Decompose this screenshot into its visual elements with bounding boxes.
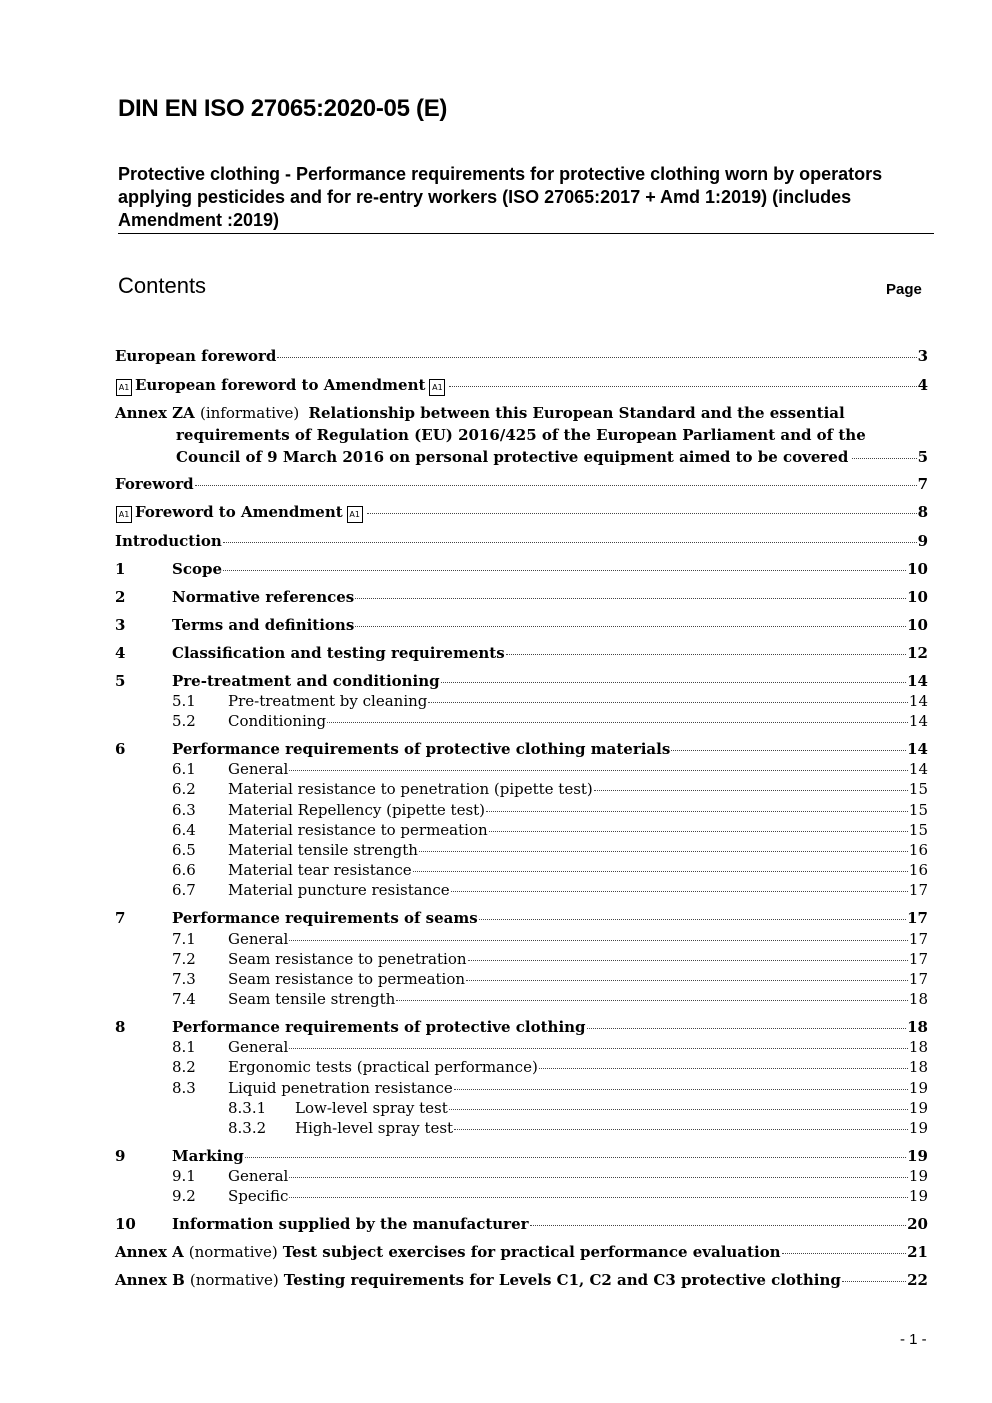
toc-entry-page: 18 [908,1058,928,1076]
dot-leader [428,702,908,703]
document-title: DIN EN ISO 27065:2020-05 (E) [118,95,448,122]
toc-entry-title: Performance requirements of seams [172,909,478,927]
toc-entry-page: 17 [908,881,928,899]
dot-leader [289,770,908,771]
toc-entry-number: 7.1 [172,930,196,948]
toc-entry-title: Test subject exercises for practical performance evaluation [282,1243,781,1261]
toc-entry-section-9-1[interactable] [115,1166,928,1186]
page-column-label: Page [886,281,922,298]
toc-entry-title: Low-level spray test [295,1099,448,1117]
toc-entry-number: 8.1 [172,1038,196,1056]
toc-entry-section-7-4[interactable] [115,989,928,1009]
toc-entry-page: 15 [908,821,928,839]
toc-entry-title: General [228,1038,289,1056]
toc-entry-page: 19 [908,1079,928,1097]
dot-leader [842,1281,906,1282]
toc-entry-number: 7.2 [172,950,196,968]
toc-entry-number: 9 [115,1147,126,1165]
toc-entry-page: 18 [908,990,928,1008]
toc-entry-number: 6.1 [172,760,196,778]
toc-entry-page: 21 [907,1243,928,1261]
toc-entry-section-6[interactable] [115,739,928,759]
annex-label: Annex A [115,1243,184,1261]
toc-entry-number: 8.3 [172,1079,196,1097]
amendment-end-marker-icon: A1 [429,379,445,396]
toc-entry-title: Material tensile strength [228,841,418,859]
toc-entry-number: 2 [115,588,126,606]
toc-entry-foreword-amendment[interactable] [115,502,928,523]
amendment-start-marker-icon: A1 [116,379,132,396]
dot-leader [454,1089,908,1090]
toc-entry-section-8-2[interactable] [115,1057,928,1077]
toc-entry-title: Seam resistance to penetration [228,950,467,968]
annex-title-line-1: Relationship between this European Standard and the essential [308,404,845,422]
toc-entry-page: 8 [917,503,928,521]
toc-entry-number: 5.1 [172,692,196,710]
toc-entry-number: 6.5 [172,841,196,859]
toc-entry-page: 3 [917,347,928,365]
dot-leader [367,513,917,514]
toc-entry-section-9-2[interactable] [115,1186,928,1206]
toc-entry-title: Terms and definitions [172,616,355,634]
annex-label: Annex B [115,1271,185,1289]
dot-leader [486,811,908,812]
dot-leader [289,1048,908,1049]
toc-entry-page: 17 [907,909,928,927]
dot-leader [413,871,908,872]
toc-entry-number: 7.4 [172,990,196,1008]
toc-entry-number: 9.1 [172,1167,196,1185]
toc-entry-page: 18 [907,1018,928,1036]
toc-entry-section-5[interactable] [115,671,928,691]
dot-leader [468,960,908,961]
toc-entry-section-6-2[interactable] [115,779,928,799]
toc-entry-page: 14 [908,692,928,710]
dot-leader [671,750,906,751]
toc-entry-number: 8.3.2 [228,1119,267,1137]
document-subtitle: Protective clothing - Performance requirements for protective clothing worn by operators applying pesticides and for re-entry workers (ISO 27065:2017 + Amd 1:2019) (includes Amendment :2019) [118,164,883,230]
annex-type: (normative) [188,1243,278,1261]
toc-entry-title: Ergonomic tests (practical performance) [228,1058,538,1076]
toc-entry-title: Pre-treatment by cleaning [228,692,428,710]
dot-leader [782,1253,907,1254]
toc-entry-page: 12 [907,644,928,662]
toc-entry-page: 10 [907,560,928,578]
toc-entry-title: Material resistance to permeation [228,821,488,839]
dot-leader [289,940,908,941]
toc-entry-title: Pre-treatment and conditioning [172,672,440,690]
toc-entry-number: 9.2 [172,1187,196,1205]
toc-entry-european-foreword-amendment[interactable] [115,375,928,396]
dot-leader [245,1157,906,1158]
toc-entry-section-6-1[interactable] [115,759,928,779]
dot-leader [419,851,908,852]
toc-entry-page: 16 [908,861,928,879]
toc-entry-number: 8 [115,1018,126,1036]
toc-entry-page: 4 [917,376,928,394]
toc-entry-section-8-1[interactable] [115,1037,928,1057]
toc-entry-page: 14 [908,760,928,778]
dot-leader [327,722,908,723]
toc-entry-number: 7 [115,909,126,927]
toc-entry-page: 14 [907,740,928,758]
dot-leader [852,458,916,459]
toc-entry-section-4[interactable] [115,643,928,663]
toc-entry-page: 22 [907,1271,928,1289]
toc-entry-title: Seam tensile strength [228,990,396,1008]
toc-entry-title: Conditioning [228,712,327,730]
toc-entry-number: 6.4 [172,821,196,839]
toc-entry-page: 18 [908,1038,928,1056]
toc-entry-section-6-5[interactable] [115,840,928,860]
toc-entry-title: General [228,930,289,948]
dot-leader [466,980,908,981]
toc-entry-number: 5 [115,672,126,690]
toc-entry-page: 15 [908,780,928,798]
toc-entry-title: Scope [172,560,223,578]
toc-entry-annex-b[interactable] [115,1270,928,1290]
annex-title-line-3: Council of 9 March 2016 on personal protective equipment aimed to be covered [176,448,849,466]
toc-entry-page: 17 [908,930,928,948]
toc-entry-section-5-1[interactable] [115,691,928,711]
toc-entry-section-7-2[interactable] [115,949,928,969]
toc-entry-title: Material Repellency (pipette test) [228,801,486,819]
toc-entry-title: General [228,760,289,778]
toc-entry-title: Testing requirements for Levels C1, C2 and C3 protective clothing [283,1271,841,1289]
toc-entry-section-9[interactable] [115,1146,928,1166]
dot-leader [223,570,906,571]
toc-entry-introduction[interactable] [115,531,928,551]
toc-entry-foreword[interactable] [115,474,928,494]
toc-entry-page: 16 [908,841,928,859]
toc-entry-european-foreword[interactable] [115,346,928,366]
toc-entry-number: 8.2 [172,1058,196,1076]
toc-entry-title: Material puncture resistance [228,881,450,899]
toc-entry-number: 6 [115,740,126,758]
dot-leader [506,654,906,655]
toc-entry-title: Introduction [115,532,222,550]
annex-type: (informative) [199,404,300,422]
toc-entry-title: Performance requirements of protective clothing materials [172,740,671,758]
dot-leader [396,1000,908,1001]
toc-entry-annex-a[interactable] [115,1242,928,1262]
annex-type: (normative) [189,1271,279,1289]
toc-entry-page: 19 [908,1099,928,1117]
toc-entry-title: Information supplied by the manufacturer [172,1215,529,1233]
annex-label: Annex ZA [115,404,195,422]
toc-entry-title: Specific [228,1187,289,1205]
dot-leader [355,626,906,627]
toc-entry-title: Performance requirements of protective clothing [172,1018,586,1036]
toc-entry-section-7[interactable] [115,908,928,928]
toc-entry-page: 19 [907,1147,928,1165]
toc-entry-section-6-3[interactable] [115,800,928,820]
toc-entry-section-2[interactable] [115,587,928,607]
toc-entry-title: Liquid penetration resistance [228,1079,453,1097]
toc-entry-title: Foreword to Amendment [135,503,343,521]
toc-entry-number: 3 [115,616,126,634]
dot-leader [441,682,906,683]
contents-heading: Contents [118,273,207,298]
dot-leader [449,386,916,387]
toc-entry-page: 14 [907,672,928,690]
toc-entry-number: 4 [115,644,126,662]
toc-entry-page: 17 [908,950,928,968]
page-number: - 1 - [900,1331,927,1348]
dot-leader [289,1197,908,1198]
dot-leader [594,790,908,791]
dot-leader [449,1109,908,1110]
toc-entry-section-8-3-1[interactable] [115,1098,928,1118]
toc-entry-section-8-3[interactable] [115,1078,928,1098]
amendment-end-marker-icon: A1 [347,506,363,523]
annex-title-line-2: requirements of Regulation (EU) 2016/425 of the European Parliament and of the [176,426,866,444]
toc-entry-annex-za[interactable] [115,402,928,468]
toc-entry-section-6-7[interactable] [115,880,928,900]
toc-entry-page: 14 [908,712,928,730]
dot-leader [451,891,908,892]
dot-leader [454,1129,908,1130]
toc-entry-title: Material tear resistance [228,861,412,879]
dot-leader [587,1028,907,1029]
toc-entry-title: High-level spray test [295,1119,454,1137]
dot-leader [223,542,917,543]
toc-entry-number: 10 [115,1215,136,1233]
toc-entry-number: 6.2 [172,780,196,798]
toc-entry-number: 6.7 [172,881,196,899]
toc-entry-section-10[interactable] [115,1214,928,1234]
amendment-start-marker-icon: A1 [116,506,132,523]
toc-entry-title: Foreword [115,475,194,493]
toc-entry-page: 5 [917,448,928,466]
toc-entry-number: 8.3.1 [228,1099,267,1117]
dot-leader [530,1225,907,1226]
toc-entry-page: 20 [907,1215,928,1233]
dot-leader [289,1177,908,1178]
toc-entry-page: 17 [908,970,928,988]
title-divider [118,233,934,234]
toc-entry-section-1[interactable] [115,559,928,579]
dot-leader [355,598,906,599]
toc-entry-title: Classification and testing requirements [172,644,505,662]
toc-entry-section-6-6[interactable] [115,860,928,880]
dot-leader [277,357,916,358]
toc-entry-title: Seam resistance to permeation [228,970,466,988]
toc-entry-page: 19 [908,1187,928,1205]
toc-entry-section-7-1[interactable] [115,929,928,949]
toc-entry-page: 10 [907,616,928,634]
toc-entry-page: 19 [908,1167,928,1185]
toc-entry-number: 7.3 [172,970,196,988]
toc-entry-title: European foreword to Amendment [135,376,426,394]
toc-entry-section-8[interactable] [115,1017,928,1037]
toc-entry-title: Marking [172,1147,244,1165]
toc-entry-section-3[interactable] [115,615,928,635]
toc-entry-section-8-3-2[interactable] [115,1118,928,1138]
toc-entry-page: 19 [908,1119,928,1137]
dot-leader [489,831,908,832]
toc-entry-section-7-3[interactable] [115,969,928,989]
toc-entry-number: 5.2 [172,712,196,730]
toc-entry-page: 10 [907,588,928,606]
toc-entry-number: 6.6 [172,861,196,879]
toc-entry-title: Material resistance to penetration (pipette test) [228,780,593,798]
dot-leader [479,919,906,920]
dot-leader [539,1068,908,1069]
toc-entry-page: 15 [908,801,928,819]
toc-entry-title: General [228,1167,289,1185]
toc-entry-section-6-4[interactable] [115,820,928,840]
toc-entry-title: Normative references [172,588,355,606]
toc-entry-page: 9 [917,532,928,550]
toc-entry-section-5-2[interactable] [115,711,928,731]
toc-entry-number: 6.3 [172,801,196,819]
dot-leader [195,485,917,486]
toc-entry-title: European foreword [115,347,277,365]
toc-entry-number: 1 [115,560,126,578]
toc-entry-page: 7 [917,475,928,493]
